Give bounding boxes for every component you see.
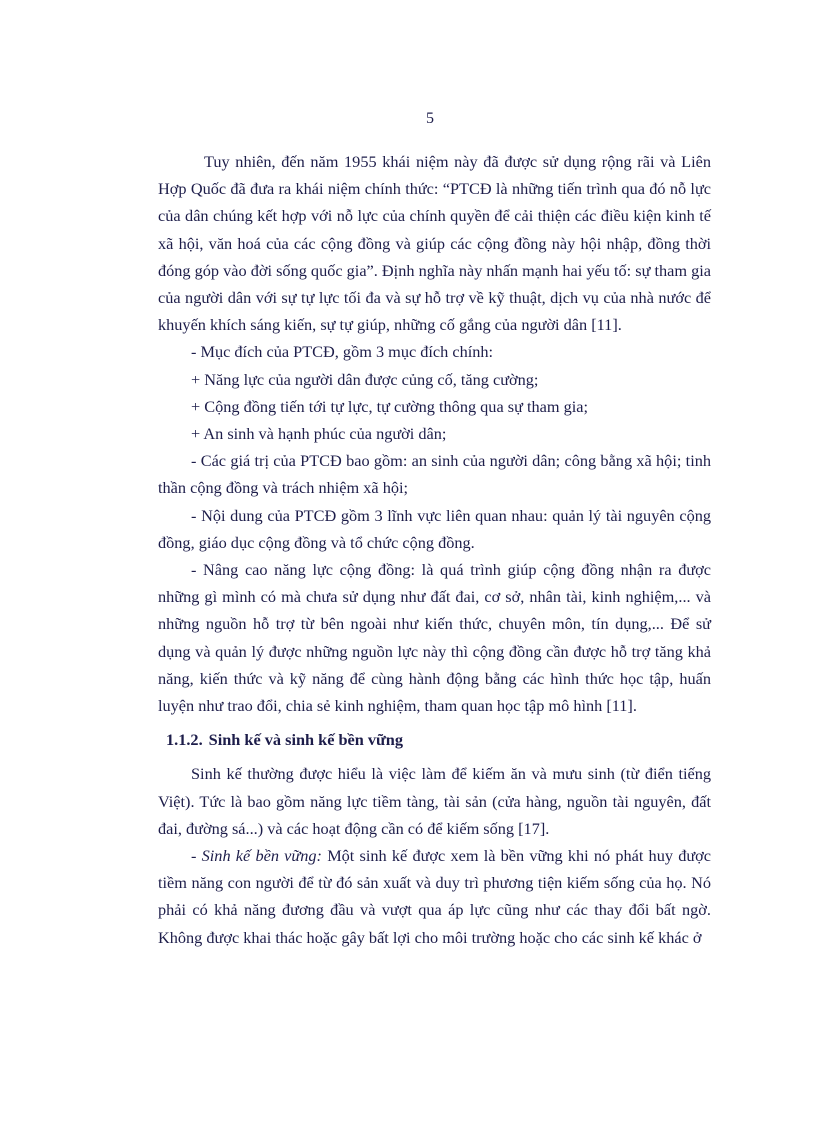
list-item-welfare: + An sinh và hạnh phúc của người dân; [191, 424, 447, 444]
paragraph-purposes-intro: - Mục đích của PTCĐ, gồm 3 mục đích chính: [191, 342, 494, 362]
section-heading-title: Sinh kế và sinh kế bền vững [208, 730, 404, 750]
sustainable-prefix: - [191, 846, 202, 866]
document-body [158, 148, 711, 951]
list-item-self-reliance: + Cộng đồng tiến tới tự lực, tự cường thông qua sự tham gia; [191, 396, 589, 416]
sustainable-term: Sinh kế bền vững: [201, 846, 322, 866]
list-item-capacity: + Năng lực của người dân được củng cố, tăng cường; [191, 369, 539, 389]
paragraph-sustainable-livelihood [158, 842, 711, 951]
paragraph-un-definition: Tuy nhiên, đến năm 1955 khái niệm này đã được sử dụng rộng rãi và Liên Hợp Quốc đã đưa ra khái niệm chính thức: “PTCĐ là những tiến trình qua đó nỗ lực của dân chúng kết hợp với nỗ lực của chính quyền để cải thiện các điều kiện kinh tế xã hội, văn hoá của các cộng đồng và giúp các cộng đồng này hội nhập, đồng thời đóng góp vào đời sống quốc gia”. Định nghĩa này nhấn mạnh hai yếu tố: sự tham gia của người dân với sự tự lực tối đa và sự hỗ trợ về kỹ thuật, dịch vụ của nhà nước để khuyến khích sáng kiến, sự tự giúp, những cố gắng của người dân [11]. [158, 152, 711, 335]
section-heading-number: 1.1.2. [166, 730, 203, 750]
page-number: 5 [426, 110, 434, 127]
paragraph-capacity-building: - Nâng cao năng lực cộng đồng: là quá trình giúp cộng đồng nhận ra được những gì mình có mà chưa sử dụng như đất đai, cơ sở, nhân tài, kinh nghiệm,... và những nguồn hỗ trợ từ bên ngoài như kiến thức, chuyên môn, tín dụng,... Để sử dụng và quản lý được những nguồn lực này thì cộng đồng cần được hỗ trợ tăng khả năng, kiến thức và kỹ năng để cùng hành động bằng các hình thức học tập, huấn luyện như trao đổi, chia sẻ kinh nghiệm, tham quan học tập mô hình [11]. [158, 560, 711, 716]
sustainable-body: Một sinh kế được xem là bền vững khi nó phát huy được tiềm năng con người để từ đó sản xuất và duy trì phương tiện kiếm sống của họ. Nó phải có khả năng đương đầu và vượt qua áp lực cũng như các thay đổi bất ngờ. Không được khai thác hoặc gây bất lợi cho môi trường hoặc cho các sinh kế khác ở [158, 846, 711, 947]
paragraph-values: - Các giá trị của PTCĐ bao gồm: an sinh của người dân; công bằng xã hội; tinh thần cộng đồng và trách nhiệm xã hội; [158, 451, 711, 498]
section-heading [166, 726, 711, 753]
paragraph-content-areas: - Nội dung của PTCĐ gồm 3 lĩnh vực liên quan nhau: quản lý tài nguyên cộng đồng, giáo dục cộng đồng và tổ chức cộng đồng. [158, 505, 711, 552]
paragraph-livelihood-definition: Sinh kế thường được hiểu là việc làm để kiếm ăn và mưu sinh (từ điển tiếng Việt). Tức là bao gồm năng lực tiềm tàng, tài sản (cửa hàng, nguồn tài nguyên, đất đai, đường sá...) và các hoạt động cần có để kiếm sống [17]. [158, 764, 711, 838]
